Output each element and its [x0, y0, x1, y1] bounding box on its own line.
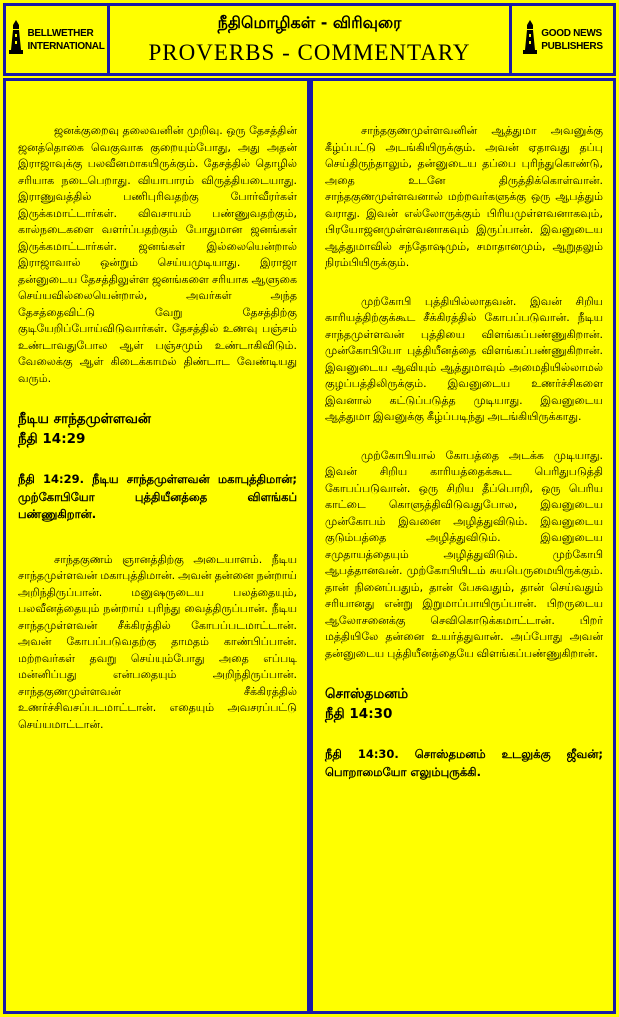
paragraph: முற்கோபியால் கோபத்தை அடக்க முடியாது. இவன் சிறிய காரியத்தைக்கூட பெரிதுபடுத்தி கோபப்படுவான். ஒரு சிறிய தீப்பொறி, ஒரு பெரிய காட்டை கொளுத்திவிடுவதுபோல, இவனுடைய முன்கோபம் இவனை அழித்துவிடும். இவனுடைய குடும்பத்தை அழித்துவிடும். இவனுடைய சமுதாயத்தையும் அழித்துவிடும். முற்கோபி ஆபத்தானவன். முற்கோபியிடம் சுயபெருமையிருக்கும். தான் நினைப்பதும், தான் பேசுவதும், தான் செய்வதும் சரியானது என்று இறுமாப்பாயிருப்பான். பிறருடைய ஆலோசனைக்கு செவிகொடுக்கமாட்டான். பிறர் மத்தியிலே தன்னை உயர்த்துவான். அப்போது அவன் தன்னுடைய புத்தியீனத்தையே விளங்கப்பண்ணுகிறான். [325, 448, 603, 660]
section-heading [325, 684, 603, 724]
section-heading [18, 409, 297, 449]
section-heading-title: நீடிய சாந்தமுள்ளவன் [18, 411, 152, 427]
right-column [310, 78, 616, 1014]
paragraph: முற்கோபி புத்தியில்லாதவன். இவன் சிறிய காரியத்திற்குக்கூட சீக்கிரத்தில் கோபப்படுவான். நீடிய சாந்தமுள்ளவன் புத்தியை விளங்கப்பண்ணுகிறான். முன்கோபியோ புத்தியீனத்தை விளங்கப்பண்ணுகிறான். இவனுடைய ஆவியும் ஆத்துமாவும் அமைதியில்லாமல் குழப்பத்திலிருக்கும். இவனுடைய உணர்ச்சிகளை இவனால் கட்டுப்படுத்த முடியாது. இவனுடைய ஆத்துமா இவனுக்கு கீழ்ப்படிந்து அடங்கியிருக்காது. [325, 294, 603, 423]
section-heading-reference: நீதி 14:30 [325, 706, 393, 722]
logo-left-line2: INTERNATIONAL [27, 40, 105, 52]
title-english: PROVERBS - COMMENTARY [148, 39, 471, 65]
good-news-logo [509, 6, 613, 73]
title-area [110, 6, 509, 73]
title-tamil: நீதிமொழிகள் - விரிவுரை [217, 12, 402, 32]
left-column [3, 78, 310, 1014]
paragraph: சாந்தகுணமுள்ளவனின் ஆத்துமா அவனுக்கு கீழ்ப்பட்டு அடங்கியிருக்கும். அவன் ஏதாவது தப்பு செய்திருந்தாலும், தன்னுடைய தப்பை புரிந்துகொண்டு, அதை உடனே திருத்திக்கொள்வான். சாந்தகுணமுள்ளவனால் மற்றவர்களுக்கு ஒரு ஆபத்தும் வராது. இவன் எல்லோருக்கும் பிரியமுள்ளவனாகவும், பிரயோஜனமுள்ளவனாகவும் இருப்பான். இவனுடைய ஆத்துமாவில் சந்தோஷமும், சமாதானமும், ஆறுதலும் நிரம்பியிருக்கும். [325, 124, 603, 269]
logo-left-line1: BELLWETHER [27, 27, 94, 39]
lighthouse-icon [8, 20, 24, 59]
verse-quote: நீதி 14:29. நீடிய சாந்தமுள்ளவன் மகாபுத்திமான்; முற்கோபியோ புத்தியீனத்தை விளங்கப் பண்ணுகிறான். [18, 472, 297, 521]
logo-right-line2: PUBLISHERS [541, 40, 603, 52]
logo-right-line1: GOOD NEWS [541, 27, 602, 39]
header-banner [3, 3, 616, 76]
section-heading-title: சொஸ்தமனம் [325, 686, 409, 702]
lighthouse-icon [522, 20, 538, 59]
section-heading-reference: நீதி 14:29 [18, 431, 86, 447]
verse-quote: நீதி 14:30. சொஸ்தமனம் உடலுக்கு ஜீவன்; பொறாமையோ எலும்புருக்கி. [325, 747, 603, 779]
bellwether-logo [6, 6, 110, 73]
paragraph: சாந்தகுணம் ஞானத்திற்கு அடையாளம். நீடிய சாந்தமுள்ளவன் மகாபுத்திமான். அவன் தன்னை நன்றாய் அறிந்திருப்பான். மனுஷருடைய பலத்தையும், பலவீனத்தையும் நன்றாய் புரிந்து வைத்திருப்பான். நீடிய சாந்தமுள்ளவன் சீக்கிரத்தில் கோபப்படமாட்டான். அவன் கோபப்படுவதற்கு தாமதம் காண்பிப்பான். மற்றவர்கள் தவறு செய்யும்போது அதை எப்படி மன்னிப்பது என்பதையும் அறிந்திருப்பான். சாந்தகுணமுள்ளவன் சீக்கிரத்தில் உணர்ச்சிவசப்படமாட்டான். எதையும் அவசரப்பட்டு செய்யமாட்டான். [18, 552, 297, 731]
paragraph: ஜனக்குறைவு தலைவனின் முறிவு. ஒரு தேசத்தின் ஜனத்தொகை வெகுவாக குறையும்போது, அது அதன் இராஜாவுக்கு பலவீனமாகயிருக்கும். தேசத்தில் தொழில் சரியாக நடைபெறாது. வியாபாரம் விருத்தியடையாது. இராணுவத்தில் பணிபுரிவதற்கு போர்வீரர்கள் இருக்கமாட்டார்கள். விவசாயம் பண்ணுவதற்கும், கால்நடைகளை வளர்ப்பதற்கும் போதுமான ஜனங்கள் இருக்கமாட்டார்கள். ஜனங்கள் இல்லையென்றால் இராஜாவால் ஒன்றும் செய்யமுடியாது. இராஜா தன்னுடைய தேசத்திலுள்ள ஜனங்களை சரியாக ஆளுகை செய்யவில்லையென்றால், அவர்கள் அந்த தேசத்தைவிட்டு வேறு தேசத்திற்கு குடியேறிப்போய்விடுவார்கள். தேசத்தில் உணவு பஞ்சம் உண்டாவதுபோல ஆள் பஞ்சமும் உண்டாகிவிடும். வேலைக்கு ஆள் கிடைக்காமல் திண்டாட வேண்டியது வரும். [18, 124, 297, 385]
